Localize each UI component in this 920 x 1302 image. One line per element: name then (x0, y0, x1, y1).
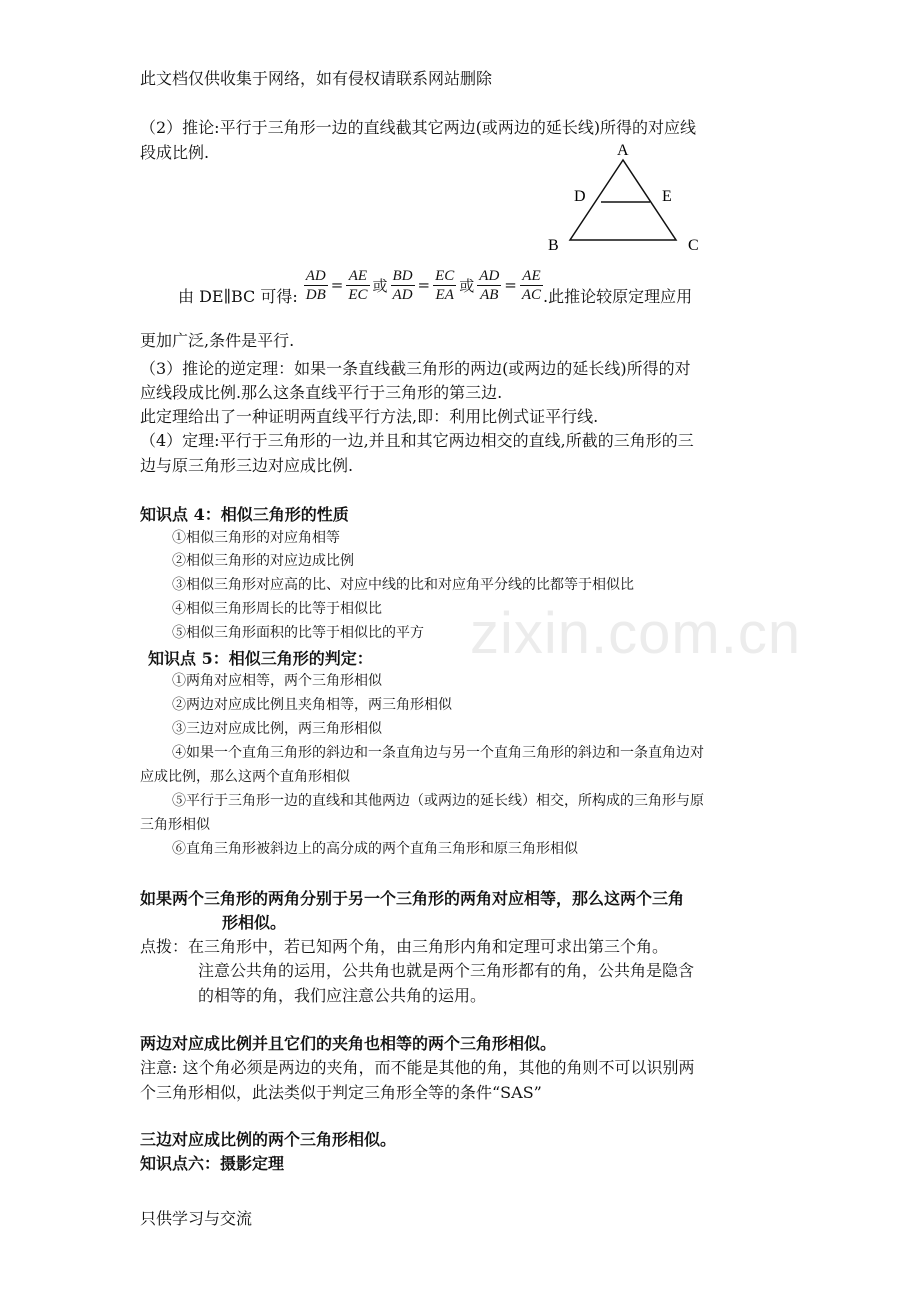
label-a: A (617, 142, 629, 159)
sss-title: 三边对应成比例的两个三角形相似。 (140, 1130, 397, 1149)
kp5-item-1: ①两角对应相等，两个三角形相似 (172, 673, 382, 689)
aa-title-line1: 如果两个三角形的两角分别于另一个三角形的两角对应相等，那么这两个三角 (140, 889, 685, 908)
aa-tip-line1: 点拨：在三角形中，若已知两个角，由三角形内角和定理可求出第三个角。 (140, 937, 669, 956)
kp4-item-2: ②相似三角形的对应边成比例 (172, 553, 354, 569)
fraction-ec-ea: $\frac{EC}{EA}$ (435, 267, 455, 303)
sas-note-line1: 注意: 这个角必须是两边的夹角，而不能是其他的角，其他的角则不可以识别两 (140, 1058, 695, 1077)
formula-line: 由 DE∥BC 可得: $\frac{AD}{DB}$ = $\frac{AE}{EC}$ 或 $\frac{BD}{AD}$ = $\frac{EC}{EA}$ 或 $\frac{AD}{AB}$ = $\frac{AE}{AC}$ .此推论较原定理应用 (178, 267, 693, 306)
page-footer: 只供学习与交流 (140, 1209, 253, 1228)
section4-line2: 边与原三角形三边对应成比例. (140, 456, 354, 475)
section2-line2: 段成比例. (140, 143, 210, 162)
kp4-item-4: ④相似三角形周长的比等于相似比 (172, 601, 382, 617)
section3-line3: 此定理给出了一种证明两直线平行方法,即：利用比例式证平行线. (140, 407, 599, 426)
watermark: zixin.com.cn (470, 601, 802, 666)
kp4-title: 知识点 4：相似三角形的性质 (140, 505, 349, 524)
fraction-ad-ab: $\frac{AD}{AB}$ (479, 267, 500, 303)
sas-note-line2: 个三角形相似，此法类似于判定三角形全等的条件“SAS” (140, 1083, 542, 1102)
sas-title: 两边对应成比例并且它们的夹角也相等的两个三角形相似。 (140, 1034, 557, 1053)
triangle-figure (540, 138, 720, 258)
kp5-item-3: ③三边对应成比例，两三角形相似 (172, 721, 382, 737)
kp5-item-4-line1: ④如果一个直角三角形的斜边和一条直角边与另一个直角三角形的斜边和一条直角边对 (172, 745, 704, 761)
kp5-item-4-line2: 应成比例，那么这两个直角形相似 (140, 769, 350, 785)
aa-tip-line2: 注意公共角的运用，公共角也就是两个三角形都有的角，公共角是隐含 (198, 961, 695, 980)
label-e: E (662, 188, 672, 205)
triangle-abc (570, 160, 676, 240)
kp4-item-1: ①相似三角形的对应角相等 (172, 530, 340, 546)
fraction-ae-ec: $\frac{AE}{EC}$ (348, 267, 368, 303)
kp5-title: 知识点 5：相似三角形的判定： (148, 649, 373, 668)
kp5-item-5-line1: ⑤平行于三角形一边的直线和其他两边（或两边的延长线）相交，所构成的三角形与原 (172, 793, 704, 809)
kp5-item-5-line2: 三角形相似 (140, 817, 210, 833)
formula-suffix: .此推论较原定理应用 (543, 287, 693, 306)
section3-line1: （3）推论的逆定理：如果一条直线截三角形的两边(或两边的延长线)所得的对 (140, 359, 691, 378)
aa-tip-line3: 的相等的角，我们应注意公共角的运用。 (198, 986, 487, 1005)
fraction-ad-db: $\frac{AD}{DB}$ (305, 267, 326, 303)
label-d: D (574, 188, 586, 205)
kp6-title: 知识点六：摄影定理 (140, 1154, 285, 1173)
kp5-item-2: ②两边对应成比例且夹角相等，两三角形相似 (172, 697, 452, 713)
kp4-item-3: ③相似三角形对应高的比、对应中线的比和对应角平分线的比都等于相似比 (172, 577, 634, 593)
formula-continuation: 更加广泛,条件是平行. (140, 331, 295, 350)
page-header: 此文档仅供收集于网络，如有侵权请联系网站删除 (140, 69, 493, 88)
section2-line1: （2）推论:平行于三角形一边的直线截其它两边(或两边的延长线)所得的对应线 (140, 118, 697, 137)
section3-line2: 应线段成比例.那么这条直线平行于三角形的第三边. (140, 383, 503, 402)
section4-line1: （4）定理:平行于三角形的一边,并且和其它两边相交的直线,所截的三角形的三 (140, 431, 694, 450)
label-b: B (548, 237, 559, 254)
label-c: C (688, 237, 699, 254)
fraction-bd-ad: $\frac{BD}{AD}$ (392, 267, 413, 303)
formula-prefix: 由 DE∥BC 可得: (178, 287, 298, 306)
aa-title-line2: 形相似。 (222, 913, 287, 932)
kp4-item-5: ⑤相似三角形面积的比等于相似比的平方 (172, 625, 424, 641)
kp5-item-6: ⑥直角三角形被斜边上的高分成的两个直角三角形和原三角形相似 (172, 841, 578, 857)
fraction-ae-ac: $\frac{AE}{AC}$ (521, 267, 542, 303)
